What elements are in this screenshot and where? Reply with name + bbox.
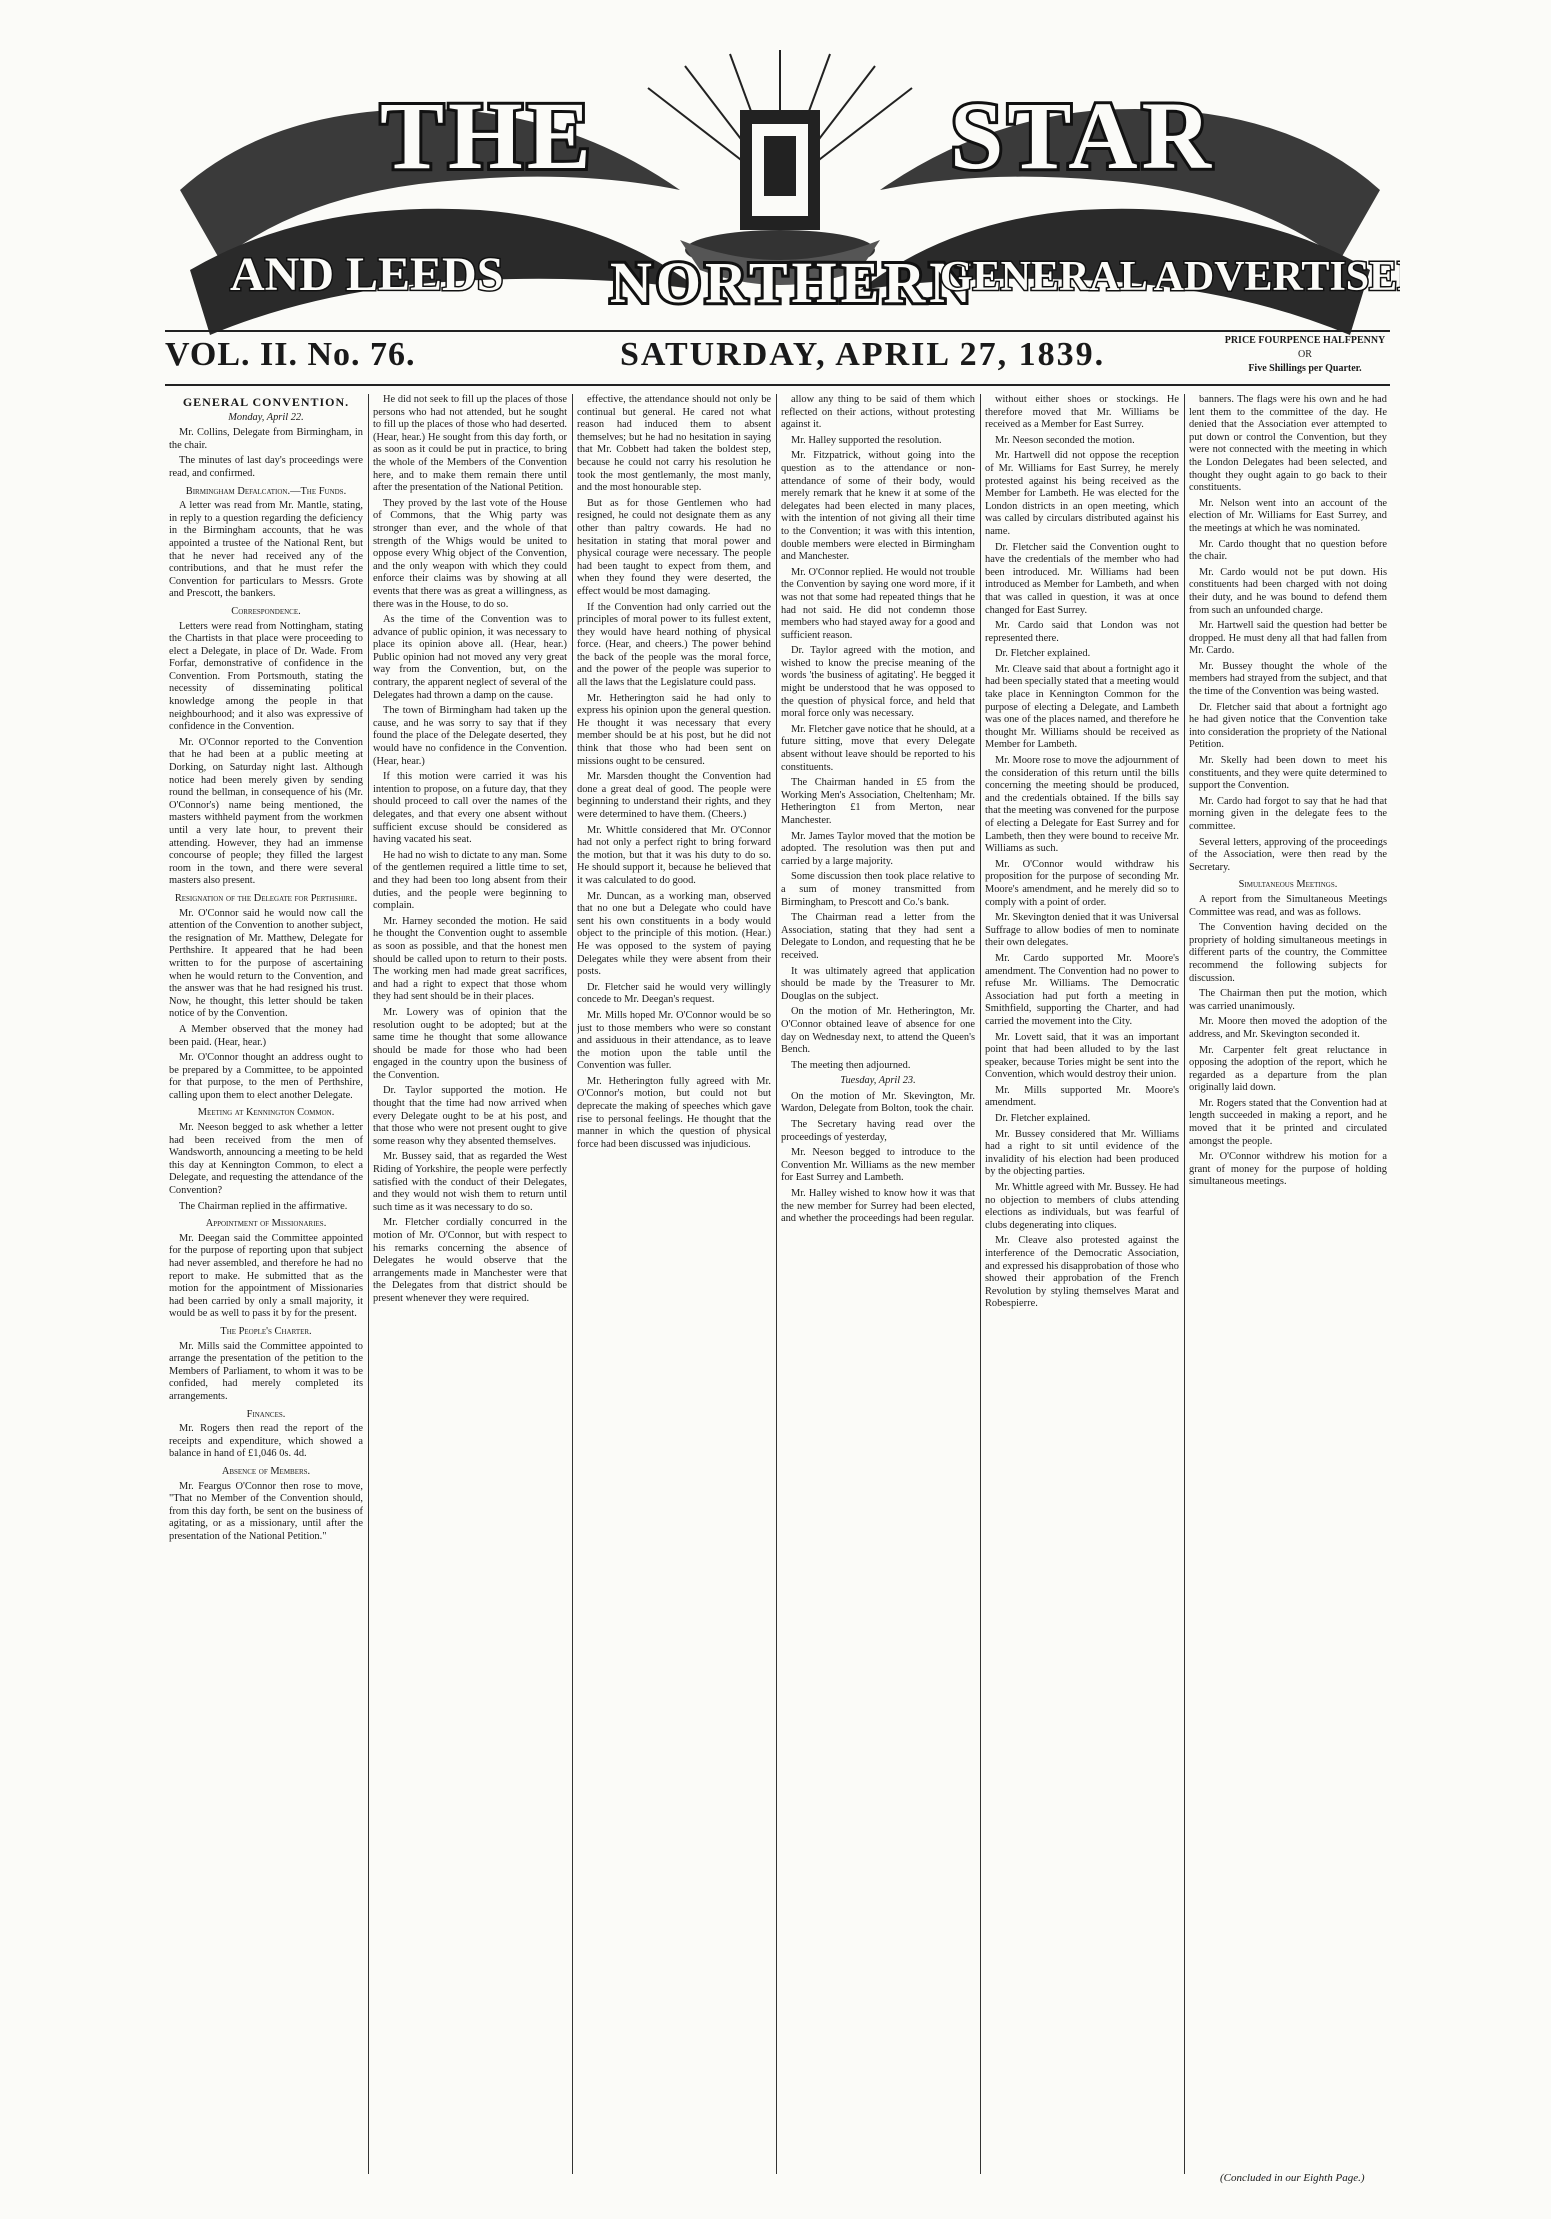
paragraph: Mr. Bussey thought the whole of the members had strayed from the subject, and that the time of the Convention was being wasted. [1189,660,1387,698]
subheading: Simultaneous Meetings. [1238,879,1338,891]
paragraph: It was ultimately agreed that application should be made by the Treasurer to Mr. Douglas on the subject. [781,965,975,1002]
subheading: Absence of Members. [221,1465,311,1477]
article-heading: GENERAL CONVENTION. [182,395,350,409]
continued-notice: (Concluded in our Eighth Page.) [1220,2172,1365,2184]
paragraph: Mr. Neeson seconded the motion. [995,434,1135,446]
paragraph: Mr. Bussey considered that Mr. Williams had a right to sit until evidence of the invalidity of his election had been produced by the objecting parties. [985,1128,1179,1178]
paragraph: Mr. Hetherington fully agreed with Mr. O'Connor's motion, but could not but deprecate the making of speeches which gave rise to personal feelings. He thought that the manner in which the question of physical force had been discussed was injudicious. [577,1075,771,1150]
column-5 [985,394,1179,2174]
paragraph: Letters were read from Nottingham, stating the Chartists in that place were proceeding to elect a Delegate, in place of Dr. Wade. From Forfar, demonstrative of confidence in the Convention. From Portsmouth, stating the necessity of disseminating political knowledge among the people in that neighbourhood; and it also was expressive of confidence in the Convention. [169,620,363,733]
masthead-and-leeds: AND LEEDS [230,248,504,301]
paragraph: Mr. Fletcher gave notice that he should, at a future sitting, move that every Delegate absent without leave should be reported to his constituents. [781,723,975,773]
subheading: Finances. [246,1408,286,1420]
paragraph: Dr. Fletcher said the Convention ought to have the credentials of the member who had been introduced. Mr. Williams had been introduced as Member for Lambeth, and when that was called in question, it was at once changed for East Surrey. [985,541,1179,616]
paragraph: If the Convention had only carried out the principles of moral power to its fullest extent, they would have heard nothing of physical force. (Hear, and cheers.) The power behind the back of the people was the moral force, and the power of the people was superior to all the laws that the Legislature could pass. [577,601,771,689]
paragraph: They proved by the last vote of the House of Commons, that the Whig party was stronger than ever, and the whole of that strength of the Whigs would be united to oppose every Whig object of the Convention, and the only weapon with which they could enforce their claims was by showing at all events that there was as great a willingness, as there was in the House, to do so. [373,497,567,610]
paragraph: Dr. Fletcher explained. [995,648,1091,660]
paragraph: Mr. Skevington denied that it was Universal Suffrage to allow bodies of men to nominate their own delegates. [985,912,1179,949]
paragraph: Mr. Cardo said that London was not represented there. [985,620,1179,644]
subheading: Meeting at Kennington Common. [197,1107,335,1119]
paragraph: A Member observed that the money had been paid. (Hear, hear.) [169,1023,363,1048]
paragraph: Mr. Whittle agreed with Mr. Bussey. He had no objection to members of clubs attending elections as individuals, but was fearful of clubs degenerating into cliques. [985,1182,1179,1231]
paragraph: Mr. Neeson begged to ask whether a letter had been received from the men of Wandsworth, announcing a meeting to be held this day at Kennington Common, to elect a Delegate, and requesting the attendance of the Convention? [169,1122,363,1197]
paragraph: Mr. Cleave also protested against the interference of the Democratic Association, and expressed his disapprobation of those who showed their approbation of the French Revolution by styling themselves Marat and Robespierre. [985,1235,1179,1310]
paragraph: Mr. Moore rose to move the adjournment of the consideration of this return until the bills concerning the meeting should be produced, and the credentials obtained. If the bills say that the meeting was convened for the purpose of electing a Delegate for East Surrey and for Lambeth, then they were bound to receive Mr. Williams as such. [985,755,1179,855]
paragraph: Dr. Fletcher explained. [995,1113,1091,1125]
masthead-the: THE [380,82,595,189]
paragraph: Mr. Skelly had been down to meet his constituents, and they were quite determined to support the Convention. [1189,755,1387,792]
paragraph: A report from the Simultaneous Meetings Committee was read, and was as follows. [1189,893,1387,918]
paragraph: Mr. Collins, Delegate from Birmingham, in the chair. [169,427,363,451]
paragraph: Mr. Hetherington said he had only to express his opinion upon the general question. He thought it was necessary that every member should be at his post, but he did not think that those who had been sent on missions ought to be censured. [577,692,771,767]
paragraph: Mr. O'Connor replied. He would not trouble the Convention by saying one word more, if it was not that some had repeated things that he had not said. He did not condemn those members who had stayed away for a good and sufficient reason. [781,566,975,641]
paragraph: The Chairman then put the motion, which was carried unanimously. [1189,988,1387,1012]
paragraph: Mr. Cardo thought that no question before the chair. [1189,538,1387,563]
price-line-2: OR [1298,349,1312,360]
issue-date: SATURDAY, APRIL 27, 1839. [620,336,1106,373]
masthead-artwork [160,40,1400,340]
paragraph: But as for those Gentlemen who had resigned, he could not designate them as any other than paltry cowards. He had no hesitation in stating that moral power and physical courage were necessary. The people had been taught to expect from them, and when they found they were deserted, the effect would be most damaging. [577,497,771,597]
paragraph: The minutes of last day's proceedings were read, and confirmed. [169,455,363,479]
paragraph: Mr. O'Connor would withdraw his proposition for the purpose of seconding Mr. Moore's amendment, and he merely did so to comply with a point of order. [985,858,1179,908]
column-6 [1189,394,1387,2174]
paragraph: Dr. Fletcher said that about a fortnight ago he had given notice that the Convention take into consideration the propriety of the National Petition. [1189,701,1387,751]
paragraph: Mr. Halley supported the resolution. [791,434,942,446]
paragraph: Mr. Deegan said the Committee appointed for the purpose of reporting upon that subject had never assembled, and therefore he had no report to make. He submitted that as the motion for the appointment of Missionaries had been carried by only a small majority, it would be as well to pass it by for the present. [169,1232,363,1320]
paragraph: If this motion were carried it was his intention to propose, on a future day, that they should proceed to call over the names of the delegates, and that every one absent without sufficient excuse should be considered as having vacated his seat. [373,771,567,846]
paragraph: Mr. Marsden thought the Convention had done a great deal of good. The people were beginning to understand their rights, and they were determined to have them. (Cheers.) [577,771,771,820]
volume-number: VOL. II. No. 76. [165,336,416,373]
subheading: The People's Charter. [220,1325,312,1337]
paragraph: Mr. O'Connor reported to the Convention that he had been at a public meeting at Dorking, on Saturday night last. Although notice had been merely given by sending round the bellman, in consequence of his (Mr. O'Connor's) name being mentioned, the masters withheld payment from the workmen until a very late hour, to prevent their attending. However, they had an immense concourse of people; they filled the largest room in the town, and there were several masters also present. [169,736,363,887]
paragraph: Mr. Fitzpatrick, without going into the question as to the attendance or non-attendance of some of their body, would merely remark that he knew it at some of the delegates had been elected in many places, with the intention of not giving all their time to the Convention; it was with this intention, double members were elected in Birmingham and Manchester. [781,450,975,563]
article-dateline: Tuesday, April 23. [840,1075,916,1087]
paragraph: without either shoes or stockings. He therefore moved that Mr. Williams be received as a Member for East Surrey. [985,394,1179,431]
paragraph: banners. The flags were his own and he had lent them to the committee of the day. He denied that the Association ever attempted to put down or control the Convention, but they were not connected with the meeting in which the London Delegates had been selected, and thought they ought again to go back to their constituents. [1189,394,1387,494]
paragraph: Mr. Cardo would not be put down. His constituents had been charged with not doing their duty, and he was bound to defend them from such an unfounded charge. [1189,566,1387,616]
subheading: Resignation of the Delegate for Perthshire. [174,892,358,904]
paragraph: The town of Birmingham had taken up the cause, and he was sorry to say that if they found the place of the Delegate deserted, they would have no confidence in the Convention. (Hear, hear.) [373,705,567,767]
paragraph: Several letters, approving of the proceedings of the Association, were then read by the Secretary. [1189,836,1387,873]
price-line-3: Five Shillings per Quarter. [1248,363,1362,374]
column-3 [577,394,771,2174]
paragraph: Mr. Mills hoped Mr. O'Connor would be so just to those members who were so constant and assiduous in their attendance, as to leave the motion upon the table until the Convention was fuller. [577,1009,771,1072]
subheading: Correspondence. [231,605,301,617]
column-4 [781,394,975,2174]
paragraph: Mr. Hartwell did not oppose the reception of Mr. Williams for East Surrey, he merely protested against his being received as the Member for Lambeth. He was elected for the London districts in an open meeting, which was called by circulars distributed against his name. [985,450,1179,537]
paragraph: A letter was read from Mr. Mantle, stating, in reply to a question regarding the deficiency in the Birmingham accounts, that he was appointed a trustee of the National Rent, but that he never had received any of the contributions, and that he must refer the Convention for particulars to Messrs. Grote and Prescott, the bankers. [169,500,363,600]
issue-dateline [165,332,1390,380]
paragraph: On the motion of Mr. Skevington, Mr. Wardon, Delegate from Bolton, took the chair. [781,1090,975,1115]
paragraph: Mr. Halley wished to know how it was that the new member for Surrey had been elected, and whether the proceedings had been regular. [781,1188,975,1225]
paragraph: Mr. Mills said the Committee appointed to arrange the presentation of the petition to the Members of Parliament, to whom it was to be confided, had merely completed its arrangements. [169,1340,363,1402]
paragraph: Mr. Cardo had forgot to say that he had that morning given in the delegate fees to the committee. [1189,795,1387,832]
paragraph: The Chairman handed in £5 from the Working Men's Association, Cheltenham; Mr. Hetherington £1 from Merton, near Manchester. [781,777,975,826]
paragraph: Some discussion then took place relative to a sum of money transmitted from Birmingham, to Prescott and Co.'s bank. [781,871,975,908]
article-dateline: Monday, April 22. [228,411,304,423]
paragraph: On the motion of Mr. Hetherington, Mr. O'Connor obtained leave of absence for one day on Wednesday next, to attend the Queen's Bench. [781,1006,975,1056]
column-2 [373,394,567,2174]
price-line-1: PRICE FOURPENCE HALFPENNY [1224,335,1386,346]
paragraph: He had no wish to dictate to any man. Some of the gentlemen required a little time to set, and they had been too long absent from their duties, and the people were beginning to complain. [373,849,567,912]
paragraph: effective, the attendance should not only be continual but general. He cared not what reason had induced them to absent themselves; but he had no hesitation in saying that Mr. Cobbett had taken the boldest step, because he could not carry his resolution he took the most gentlemanly, the most manly, and the most honourable step. [577,394,771,494]
paragraph: Mr. O'Connor said he would now call the attention of the Convention to another subject, the resignation of Mr. Matthew, Delegate for Perthshire. It appeared that he had been written to for the purpose of ascertaining when he would return to the Convention, and the answer was that he had resigned his trust. Now, he thought, this letter should be taken notice of by the Convention. [169,907,363,1020]
masthead-general-advertiser: GENERAL ADVERTISER [940,254,1400,300]
paragraph: Mr. O'Connor thought an address ought to be prepared by a Committee, to be appointed for that purpose, to the men of Perthshire, calling upon them to elect another Delegate. [169,1052,363,1101]
paragraph: Mr. Hartwell said the question had better be dropped. He must deny all that had fallen from Mr. Cardo. [1189,620,1387,657]
paragraph: allow any thing to be said of them which reflected on their actions, without protesting against it. [781,394,975,431]
column-divider [368,394,369,2174]
paragraph: Mr. Bussey said, that as regarded the West Riding of Yorkshire, the people were perfectly satisfied with the conduct of their Delegates, and they would not wish them to return until such time as it was necessary to do so. [373,1151,567,1213]
dateline-rule [165,384,1390,386]
paragraph: Mr. Fletcher cordially concurred in the motion of Mr. O'Connor, but with respect to his remarks concerning the absence of Delegates he would observe that the arrangements made in Manchester were that the Delegates from that district should be present whenever they were required. [373,1217,567,1304]
paragraph: The meeting then adjourned. [791,1059,911,1071]
paragraph: Mr. Carpenter felt great reluctance in opposing the adoption of the report, which he regarded as a departure from the plan originally laid down. [1189,1044,1387,1094]
paragraph: Mr. Duncan, as a working man, observed that no one but a Delegate who could have sent his own constituents in a body would object to the principle of this motion. (Hear.) He was opposed to the system of paying Delegates while they were absent from their posts. [577,890,771,978]
masthead [160,40,1400,340]
paragraph: Mr. Lowery was of opinion that the resolution ought to be adopted; but at the same time he thought that some allowance should be made for those who had been engaged in the country upon the business of the Convention. [373,1006,567,1081]
column-divider [572,394,573,2174]
paragraph: Mr. Mills supported Mr. Moore's amendment. [985,1084,1179,1109]
masthead-star: STAR [950,82,1215,189]
paragraph: As the time of the Convention was to advance of public opinion, it was necessary to place its opinion above all. (Hear, hear.) Public opinion had not moved any very great way from the Convention, but, on the contrary, the apparent neglect of several of the Delegates had thrown a damp on the cause. [373,614,567,701]
paragraph: The Convention having decided on the propriety of holding simultaneous meetings in different parts of the country, the Committee recommend the following subjects for discussion. [1189,922,1387,984]
paragraph: Mr. Cardo supported Mr. Moore's amendment. The Convention had no power to refuse Mr. Williams. The Democratic Association had put forth a meeting in Smithfield, supporting the Charter, and had carried the movement into the City. [985,952,1179,1027]
paragraph: Dr. Taylor supported the motion. He thought that the time had now arrived when every Delegate ought to be at his post, and that those who were not present ought to give some reason why they absented themselves. [373,1085,567,1147]
paragraph: Mr. Lovett said, that it was an important point that had been alluded to by the last speaker, because Tories might be sent into the Convention, which would destroy their union. [985,1031,1179,1081]
paragraph: Mr. Harney seconded the motion. He said he thought the Convention ought to assemble as soon as possible, and that the honest men should be called upon to return to their posts. The working men had made great sacrifices, and had a right to expect that those whom they had sent should be in their places. [373,915,567,1003]
paragraph: Mr. Feargus O'Connor then rose to move, "That no Member of the Convention should, from this day forth, be sent on the business of agitating, or as a missionary, until after the presentation of the National Petition." [169,1480,363,1542]
price-notice [1220,334,1390,376]
paragraph: Mr. Rogers then read the report of the receipts and expenditure, which showed a balance in hand of £1,046 0s. 4d. [169,1423,363,1460]
subheading: Birmingham Defalcation.—The Funds. [185,485,347,497]
column-1 [169,394,363,2174]
column-divider [776,394,777,2174]
column-divider [1184,394,1185,2174]
paragraph: The Chairman read a letter from the Association, stating that they had sent a Delegate to London, and requesting that he be received. [781,912,975,961]
paragraph: Dr. Taylor agreed with the motion, and wished to know the precise meaning of the words 'the business of agitating'. He begged it might be understood that he was opposed to the question of physical force, and held that moral force only was necessary. [781,645,975,720]
paragraph: Dr. Fletcher said he would very willingly concede to Mr. Deegan's request. [577,981,771,1006]
paragraph: Mr. Whittle considered that Mr. O'Connor had not only a perfect right to bring forward the motion, but that it was his duty to do so. He should support it, because he believed that it was calculated to do good. [577,824,771,886]
article-columns [165,394,1390,2174]
paragraph: The Chairman replied in the affirmative. [179,1200,348,1212]
paragraph: Mr. Neeson begged to introduce to the Convention Mr. Williams as the new member for East Surrey and Lambeth. [781,1147,975,1184]
paragraph: Mr. Nelson went into an account of the election of Mr. Williams for East Surrey, and the meetings at which he was nominated. [1189,497,1387,534]
paragraph: Mr. Moore then moved the adoption of the address, and Mr. Skevington seconded it. [1189,1016,1387,1040]
paragraph: Mr. James Taylor moved that the motion be adopted. The resolution was then put and carried by a large majority. [781,830,975,867]
paragraph: Mr. O'Connor withdrew his motion for a grant of money for the purpose of holding simultaneous meetings. [1189,1151,1387,1188]
paragraph: The Secretary having read over the proceedings of yesterday, [781,1119,975,1143]
column-divider [980,394,981,2174]
subheading: Appointment of Missionaries. [205,1218,327,1230]
paragraph: Mr. Rogers stated that the Convention had at length succeeded in making a report, and he moved that it be printed and circulated amongst the people. [1189,1097,1387,1147]
paragraph: Mr. Cleave said that about a fortnight ago it had been specially stated that a meeting would take place in Kennington Common for the purpose of electing a Delegate, and Lambeth was one of the places named, and therefore he thought Mr. Williams should be received as Member for Lambeth. [985,663,1179,751]
masthead-northern: NORTHERN [610,250,976,315]
paragraph: He did not seek to fill up the places of those persons who had not attended, but he sought to fill up the places of those who had deserted. (Hear, hear.) He sought from this day forth, or as soon as it could be put in practice, to bring the whole of the Members of the Convention here, and to make them remain there until after the presentation of the National Petition. [373,394,567,494]
